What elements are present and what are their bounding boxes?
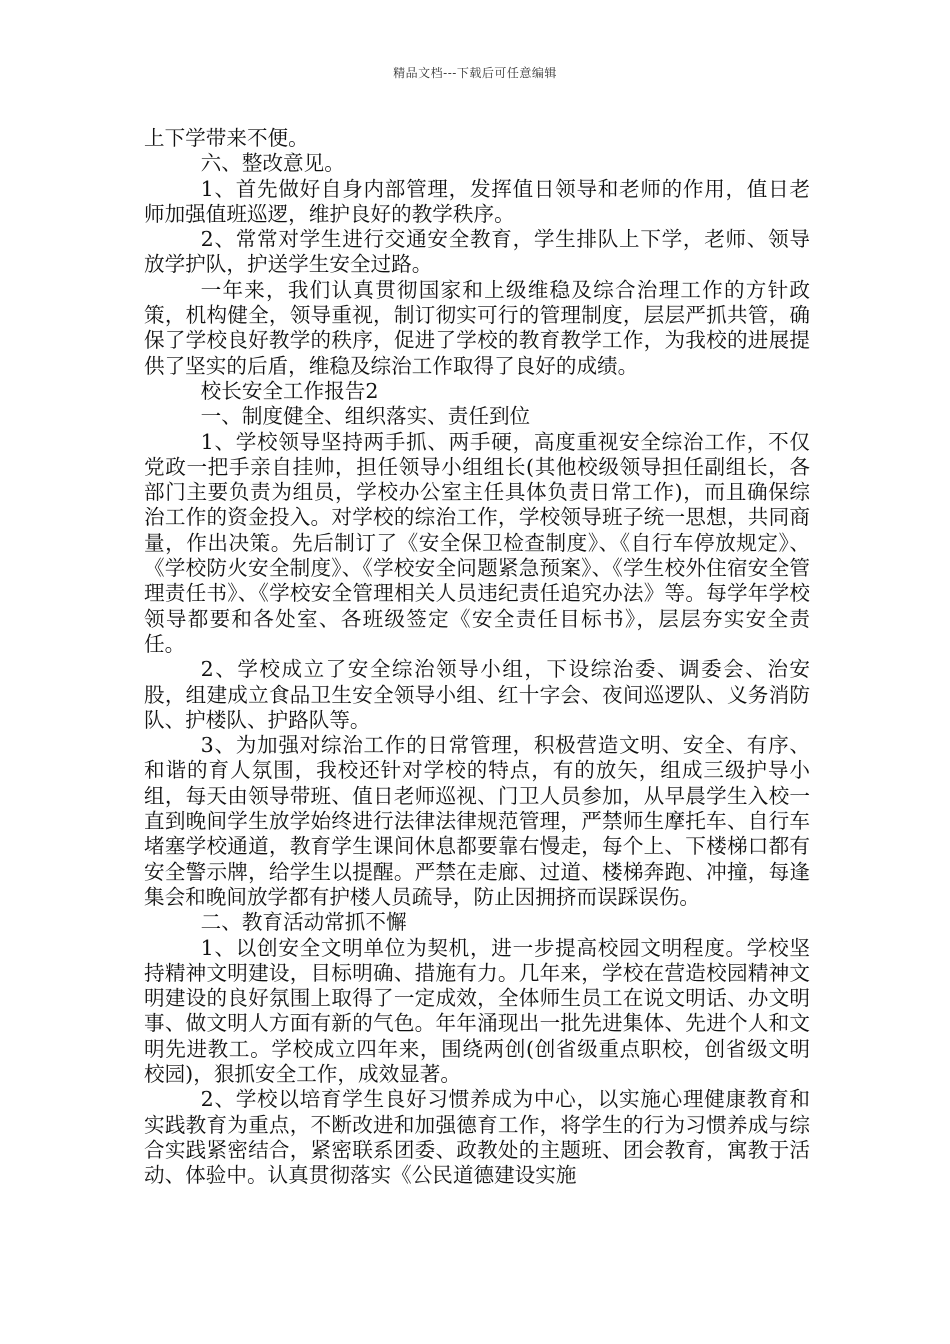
paragraph: 2、常常对学生进行交通安全教育，学生排队上下学，老师、领导放学护队，护送学生安全过路。 xyxy=(144,227,810,277)
page-header: 精品文档---下载后可任意编辑 xyxy=(393,66,557,80)
section-heading: 一、制度健全、组织落实、责任到位 xyxy=(200,404,531,429)
paragraph: 2、学校成立了安全综治领导小组，下设综治委、调委会、治安股，组建成立食品卫生安全领导小组、红十字会、夜间巡逻队、义务消防队、护楼队、护路队等。 xyxy=(144,657,810,732)
paragraph: 1、学校领导坚持两手抓、两手硬，高度重视安全综治工作，不仅党政一把手亲自挂帅，担任领导小组组长(其他校级领导担任副组长，各部门主要负责为组员，学校办公室主任具体负责日常工作)，而且确保综治工作的资金投入。对学校的综治工作，学校领导班子统一思想，共同商量，作出决策。先后制订了《安全保卫检查制度》、《自行车停放规定》、《学校防火安全制度》、《学校安全问题紧急预案》、《学生校外住宿安全管理责任书》、《学校安全管理相关人员违纪责任追究办法》等。每学年学校领导都要和各处室、各班级签定《安全责任目标书》，层层夯实安全责任。 xyxy=(144,429,810,656)
paragraph: 2、学校以培育学生良好习惯养成为中心，以实施心理健康教育和实践教育为重点，不断改进和加强德育工作，将学生的行为习惯养成与综合实践紧密结合，紧密联系团委、政教处的主题班、团会教育，寓教于活动、体验中。认真贯彻落实《公民道德建设实施 xyxy=(144,1087,810,1188)
section-heading: 六、整改意见。 xyxy=(200,151,345,176)
paragraph: 一年来，我们认真贯彻国家和上级维稳及综合治理工作的方针政策，机构健全，领导重视，制订彻实可行的管理制度，层层严抓共管，确保了学校良好教学的秩序，促进了学校的教育教学工作，为我校的进展提供了坚实的后盾，维稳及综治工作取得了良好的成绩。 xyxy=(144,277,810,378)
document-body xyxy=(144,126,810,1188)
paragraph: 3、为加强对综治工作的日常管理，积极营造文明、安全、有序、和谐的育人氛围，我校还针对学校的特点，有的放矢，组成三级护导小组，每天由领导带班、值日老师巡视、门卫人员参加，从早晨学生入校一直到晚间学生放学始终进行法律法律规范管理，严禁师生摩托车、自行车堵塞学校通道，教育学生课间休息都要靠右慢走，每个上、下楼梯口都有安全警示牌，给学生以提醒。严禁在走廊、过道、楼梯奔跑、冲撞，每逢集会和晚间放学都有护楼人员疏导，防止因拥挤而误踩误伤。 xyxy=(144,733,810,909)
paragraph: 1、以创安全文明单位为契机，进一步提高校园文明程度。学校坚持精神文明建设，目标明确、措施有力。几年来，学校在营造校园精神文明建设的良好氛围上取得了一定成效，全体师生员工在说文明话、办文明事、做文明人方面有新的气色。年年涌现出一批先进集体、先进个人和文明先进教工。学校成立四年来，围绕两创(创省级重点职校，创省级文明校园)，狠抓安全工作，成效显著。 xyxy=(144,935,810,1086)
report-title: 校长安全工作报告2 xyxy=(200,378,379,403)
section-heading: 二、教育活动常抓不懈 xyxy=(200,910,407,935)
paragraph: 1、首先做好自身内部管理，发挥值日领导和老师的作用，值日老师加强值班巡逻，维护良好的教学秩序。 xyxy=(144,176,810,226)
paragraph: 上下学带来不便。 xyxy=(144,126,309,150)
